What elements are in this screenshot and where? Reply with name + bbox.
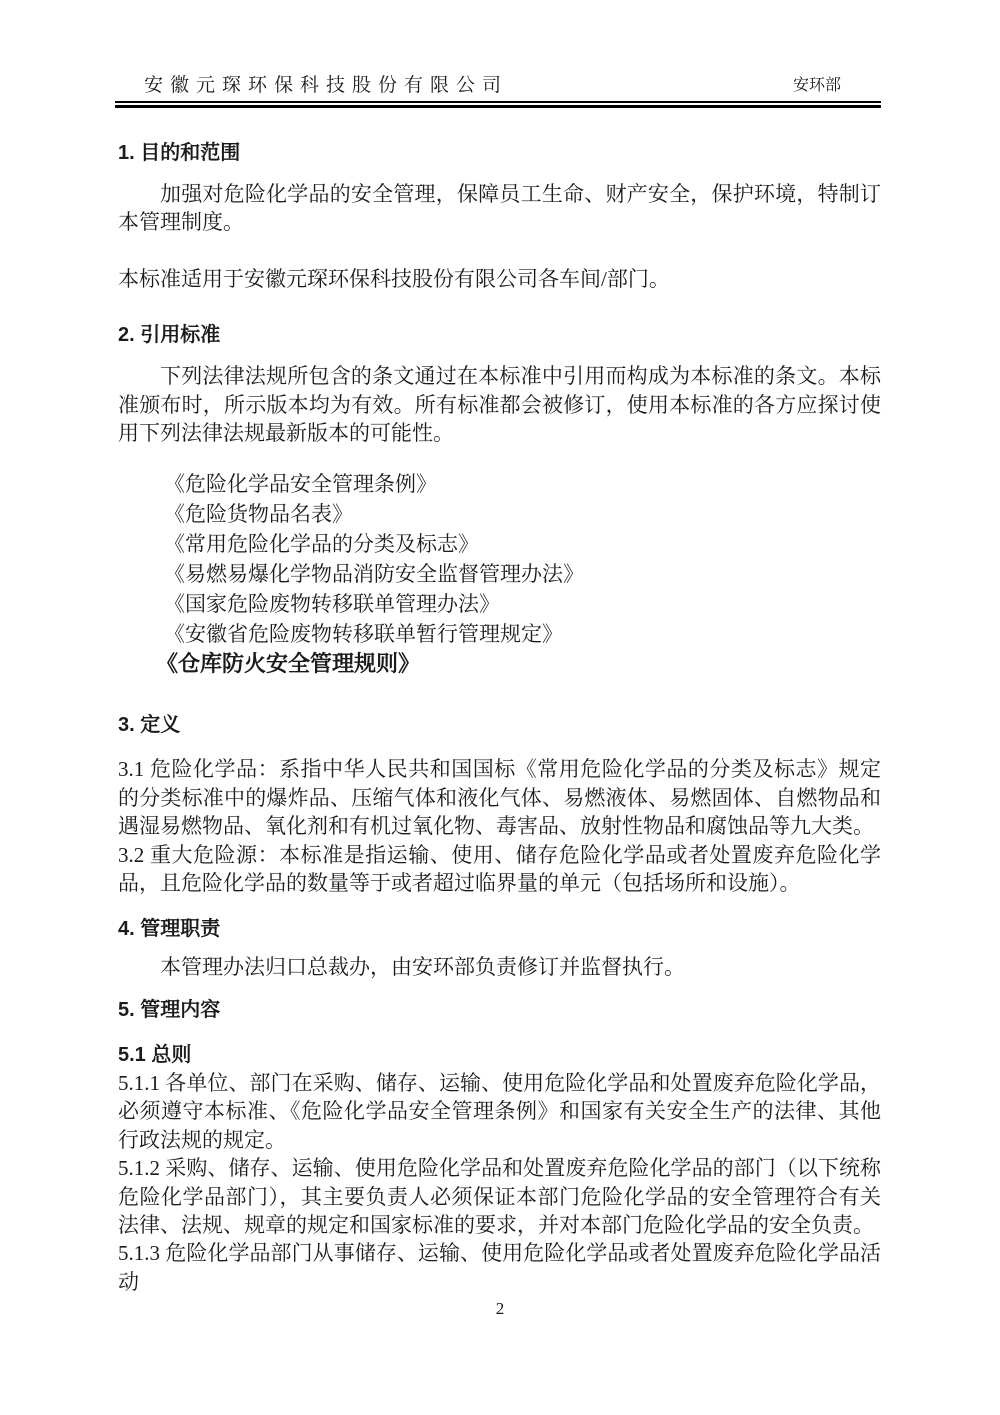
section-3-heading: 3. 定义 [118, 714, 181, 737]
section-2-heading: 2. 引用标准 [118, 324, 221, 347]
references-intro-paragraph: 下列法律法规所包含的条文通过在本标准中引用而构成为本标准的条文。本标准颁布时，所示版本均为有效。所有标准都会被修订，使用本标准的各方应探讨使用下列法律法规最新版本的可能性。 [118, 365, 881, 446]
purpose-paragraph: 加强对危险化学品的安全管理，保障员工生命、财产安全，保护环境，特制订本管理制度。 [118, 183, 881, 235]
reference-item: 《常用危险化学品的分类及标志》 [164, 532, 479, 557]
section-1 [118, 139, 881, 293]
clause-5-1-2-paragraph: 5.1.2 采购、储存、运输、使用危险化学品和处置废弃危险化学品的部门（以下统称危险化学品部门），其主要负责人必须保证本部门危险化学品的安全管理符合有关法律、法规、规章的规定和国家标准的要求，并对本部门危险化学品的安全负责。 [118, 1156, 881, 1237]
section-5 [118, 996, 881, 1296]
section-3 [118, 711, 881, 897]
reference-item-bold: 《仓库防火安全管理规则》 [156, 651, 421, 677]
references-list [118, 469, 881, 679]
page-header [144, 0, 841, 95]
reference-item: 《安徽省危险废物转移联单暂行管理规定》 [164, 622, 563, 647]
section-5-1-heading: 5.1 总则 [118, 1043, 192, 1066]
reference-item: 《易燃易爆化学物品消防安全监督管理办法》 [164, 562, 584, 587]
section-4-heading: 4. 管理职责 [118, 918, 221, 941]
reference-item: 《危险货物品名表》 [164, 502, 353, 527]
section-2 [118, 321, 881, 679]
section-1-heading: 1. 目的和范围 [118, 142, 241, 164]
responsibility-paragraph: 本管理办法归口总裁办，由安环部负责修订并监督执行。 [160, 955, 685, 980]
page-number: 2 [495, 1299, 505, 1318]
reference-item: 《危险化学品安全管理条例》 [164, 472, 437, 497]
definition-3-2-paragraph: 3.2 重大危险源：本标准是指运输、使用、储存危险化学品或者处置废弃危险化学品，且危险化学品的数量等于或者超过临界量的单元（包括场所和设施）。 [118, 842, 881, 896]
section-5-heading: 5. 管理内容 [118, 998, 221, 1021]
clause-5-1-1-paragraph: 5.1.1 各单位、部门在采购、储存、运输、使用危险化学品和处置废弃危险化学品，必须遵守本标准、《危险化学品安全管理条例》和国家有关安全生产的法律、其他行政法规的规定。 [118, 1070, 881, 1152]
page-footer [0, 1298, 1000, 1320]
clause-5-1-3-paragraph: 5.1.3 危险化学品部门从事储存、运输、使用危险化学品或者处置废弃危险化学品活动 [118, 1241, 881, 1294]
scope-paragraph: 本标准适用于安徽元琛环保科技股份有限公司各车间/部门。 [118, 266, 670, 291]
section-4 [118, 915, 881, 981]
header-department-name: 安环部 [792, 77, 841, 94]
header-company-name: 安徽元琛环保科技股份有限公司 [144, 75, 509, 96]
reference-item: 《国家危险废物转移联单管理办法》 [164, 592, 500, 617]
definition-3-1-paragraph: 3.1 危险化学品：系指中华人民共和国国标《常用危险化学品的分类及标志》规定的分类标准中的爆炸品、压缩气体和液化气体、易燃液体、易燃固体、自燃物品和遇湿易燃物品、氧化剂和有机过氧化物、毒害品、放射性物品和腐蚀品等九大类。 [118, 757, 881, 839]
header-rule [115, 101, 881, 108]
